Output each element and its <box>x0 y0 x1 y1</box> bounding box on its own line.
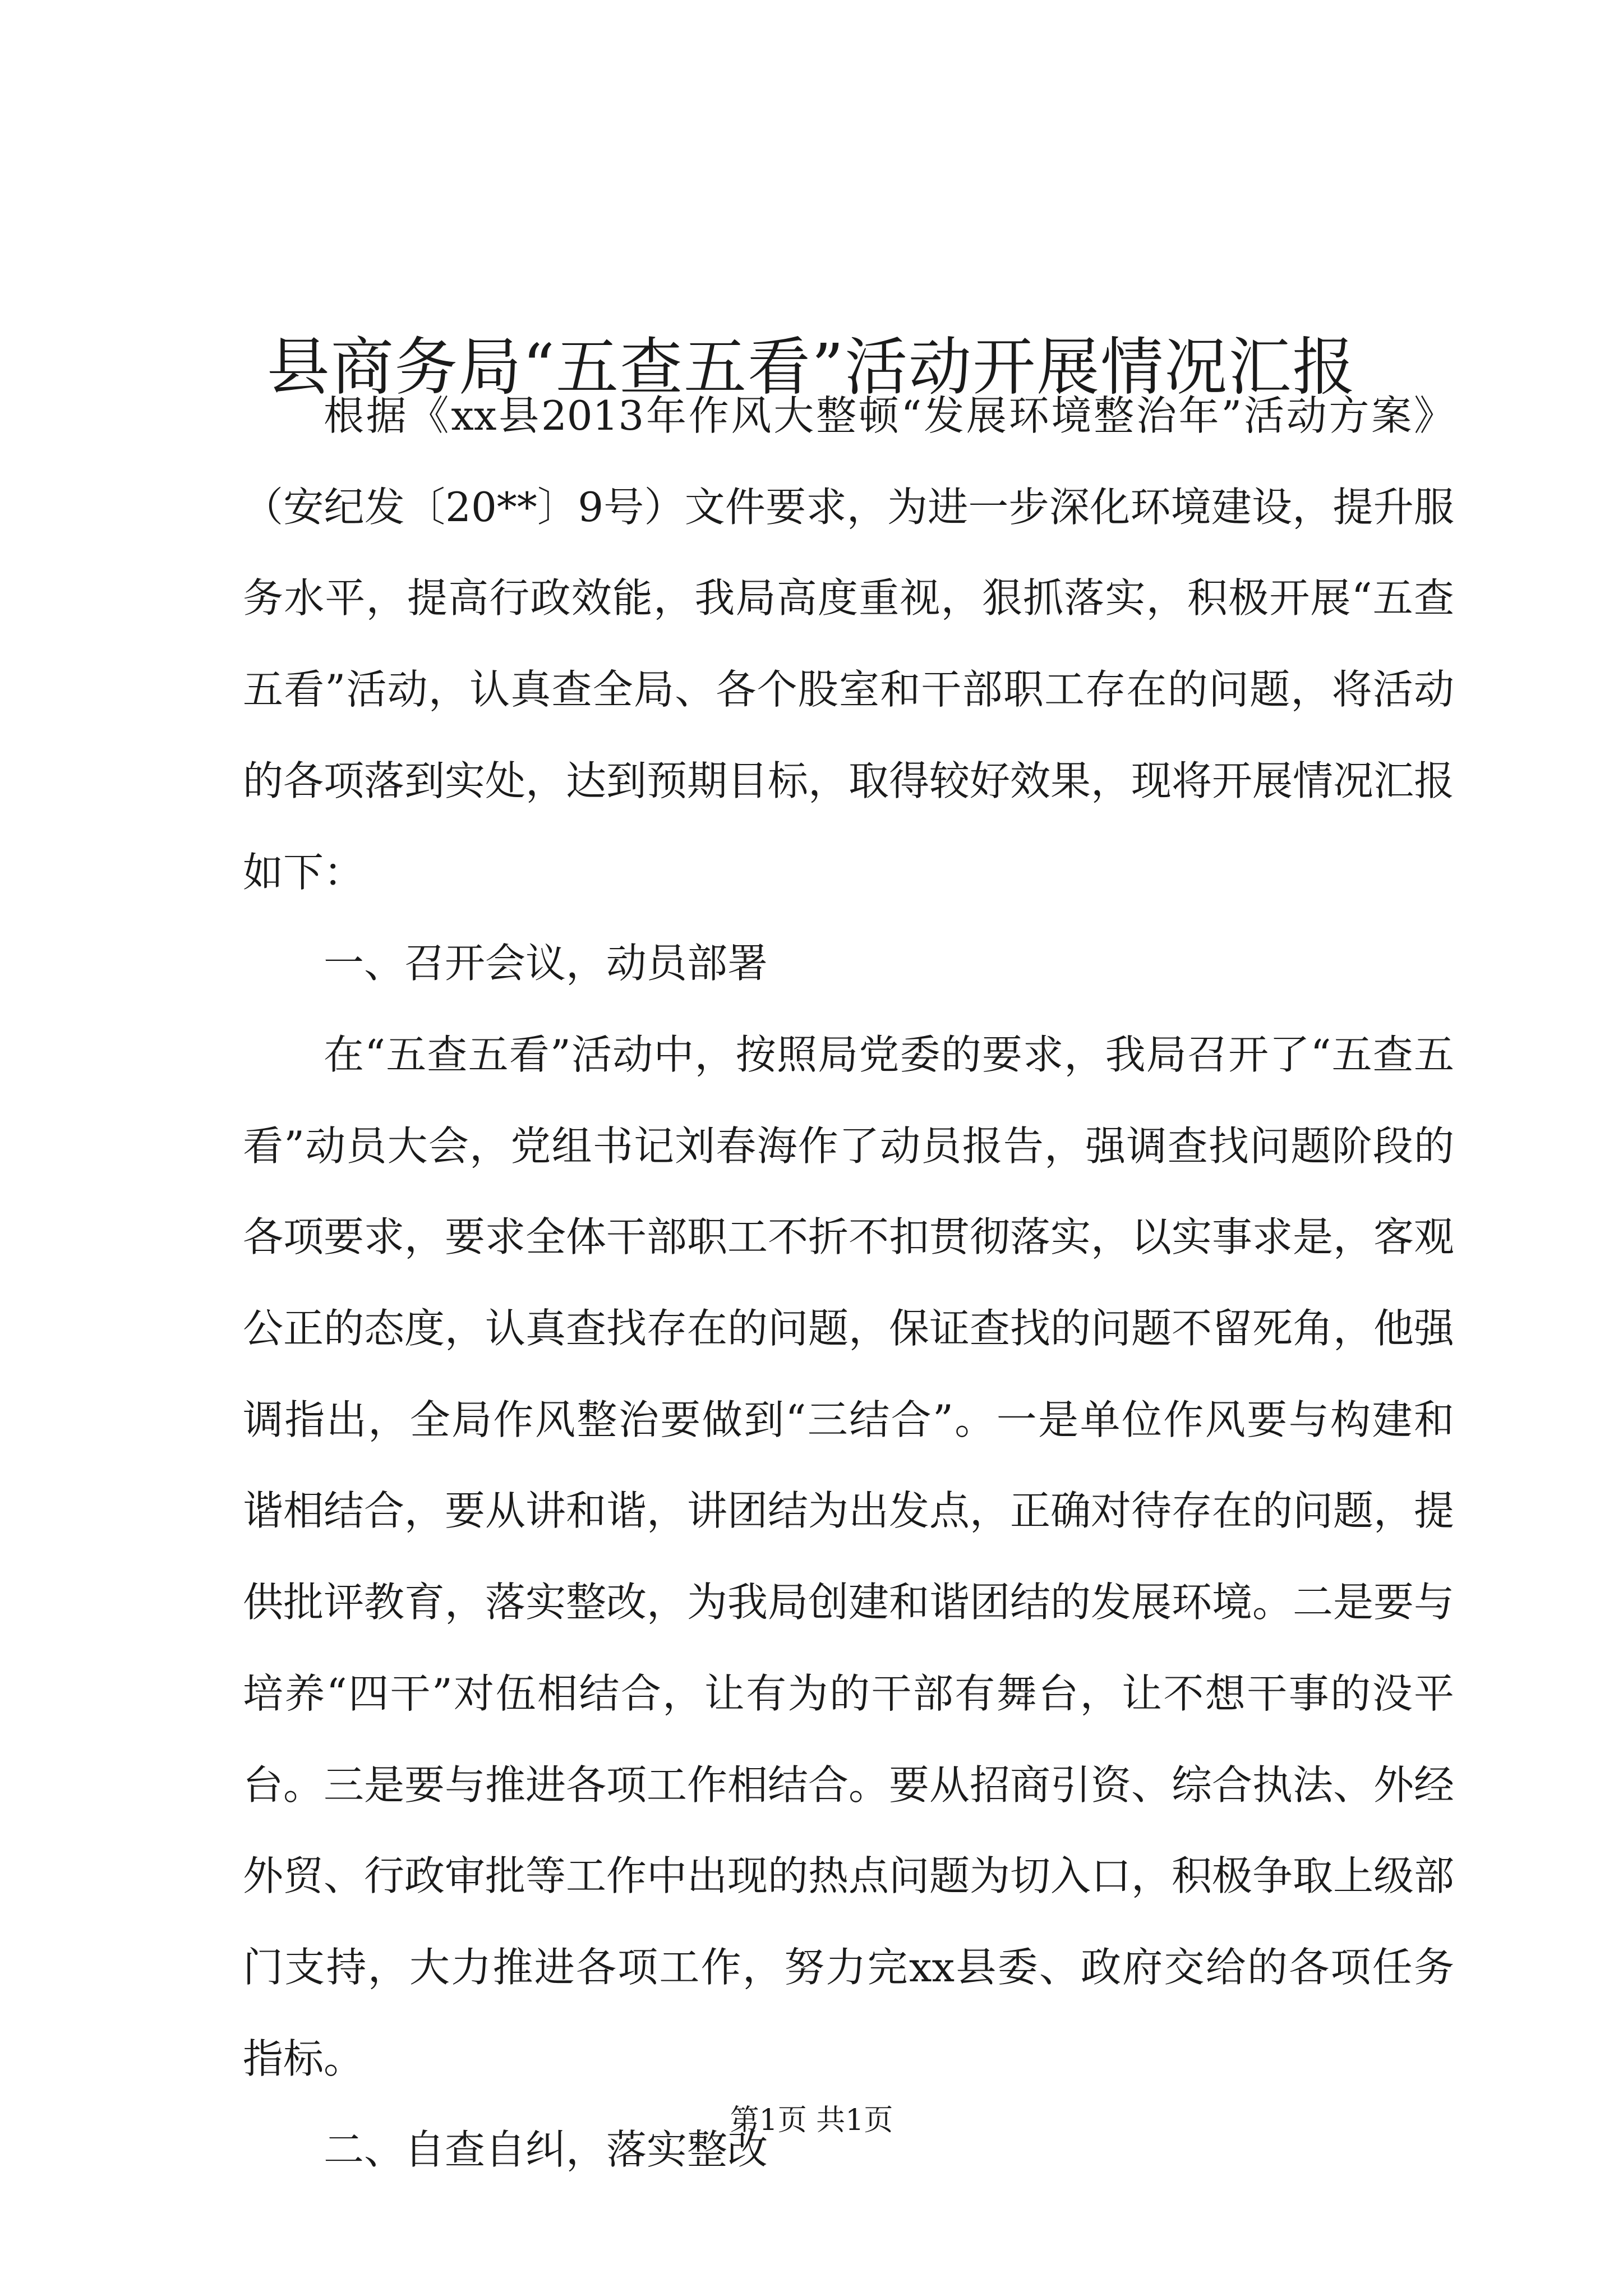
intro-paragraph: 根据《xx县2013年作风大整顿“发展环境整治年”活动方案》（安纪发〔20**〕9号）文件要求，为进一步深化环境建设，提升服务水平，提高行政效能，我局高度重视，狠抓落实，积极开展“五查五看”活动，认真查全局、各个股室和干部职工存在的问题，将活动的各项落到实处，达到预期目标，取得较好效果，现将开展情况汇报如下： <box>243 392 1455 896</box>
document-body <box>243 370 1454 2196</box>
section-heading-2: 二、自查自纠，落实整改 <box>324 2126 768 2174</box>
section-1-paragraph: 在“五查五看”活动中，按照局党委的要求，我局召开了“五查五看”动员大会，党组书记刘春海作了动员报告，强调查找问题阶段的各项要求，要求全体干部职工不折不扣贯彻落实，以实事求是，客观公正的态度，认真查找存在的问题，保证查找的问题不留死角，他强调指出，全局作风整治要做到“三结合”。一是单位作风要与构建和谐相结合，要从讲和谐，讲团结为出发点，正确对待存在的问题，提供批评教育，落实整改，为我局创建和谐团结的发展环境。二是要与培养“四干”对伍相结合，让有为的干部有舞台，让不想干事的没平台。三是要与推进各项工作相结合。要从招商引资、综合执法、外经外贸、行政审批等工作中出现的热点问题为切入口，积极争取上级部门支持，大力推进各项工作，努力完xx县委、政府交给的各项任务指标。 <box>243 1030 1455 2082</box>
page-footer: 第1页 共1页 <box>730 2104 893 2137</box>
document-title: 县商务局“五查五看”活动开展情况汇报 <box>266 331 1357 404</box>
section-heading-1: 一、召开会议，动员部署 <box>324 940 768 987</box>
